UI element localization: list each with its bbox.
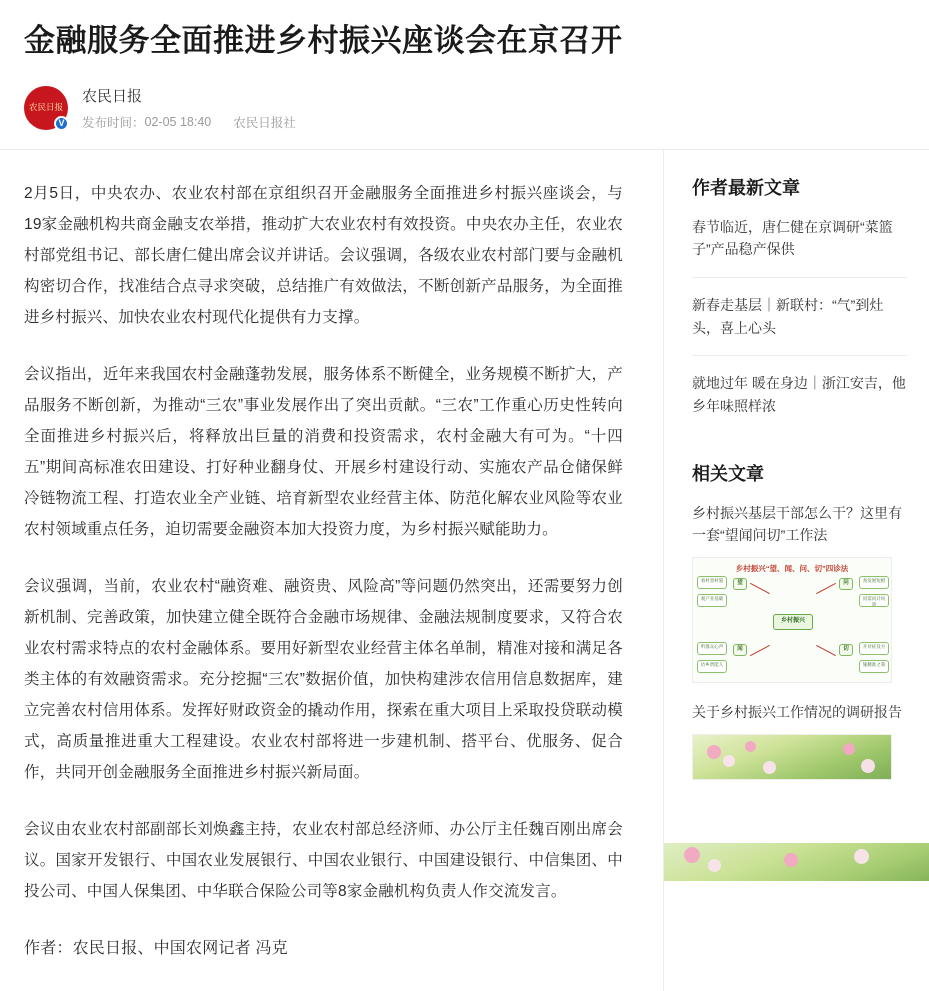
diagram-title: 乡村振兴“望、闻、问、切”四诊法 <box>735 564 849 574</box>
article-header <box>0 0 929 150</box>
related-thumbnail-photo-overflow[interactable] <box>664 843 929 881</box>
verified-badge-icon: V <box>54 116 69 131</box>
diagram-leaf-node: 查发展短板 <box>859 576 889 589</box>
page-title: 金融服务全面推进乡村振兴座谈会在京召开 <box>24 23 623 58</box>
diagram-connector <box>816 645 836 656</box>
article-main-column <box>0 150 664 991</box>
diagram-leaf-node: 观产业基础 <box>697 594 727 607</box>
article-paragraph: 会议强调，当前，农业农村“融资难、融资贵、风险高”等问题仍然突出，还需要努力创新机制、完善政策，加快建立健全既符合金融市场规律、金融法规制度要求，又符合农业农村需求特点的农村金融体系。要用好新型农业经营主体名单制，精准对接和满足各类主体的有效融资需求。充分挖掘“三农”数据价值，加快构建涉农信用信息数据库，建立完善农村信用体系。发挥好财政资金的撬动作用，探索在重大项目上采取投贷联动模式，高质量推进重大工程建设。农业农村部将进一步建机制、搭平台、优服务、促合作，共同开创金融服务全面推进乡村振兴新局面。 <box>24 577 623 781</box>
diagram-connector <box>750 645 770 656</box>
diagram-head-node: 望 <box>733 578 747 590</box>
article-paragraph: 会议指出，近年来我国农村金融蓬勃发展，服务体系不断健全，业务规模不断扩大，产品服务不断创新，为推动“三农”事业发展作出了突出贡献。“三农”工作重心历史性转向全面推进乡村振兴后，将释放出巨量的消费和投资需求，农村金融大有可为。“十四五”期间高标准农田建设、打好种业翻身仗、开展乡村建设行动、实施农产品仓储保鲜冷链物流工程、打造农业全产业链、培育新型农业经营主体、防范化解农业风险等农业农村领域重点任务，迫切需要金融资本加大投资力度，为乡村振兴赋能助力。 <box>24 365 623 538</box>
diagram-leaf-node: 看村容村貌 <box>697 576 727 589</box>
list-item[interactable]: 乡村振兴基层干部怎么干？这里有一套“望闻问切”工作法 <box>692 504 902 544</box>
diagram-leaf-node: 问需问计问效 <box>859 594 889 607</box>
byline-text <box>82 85 296 131</box>
list-item[interactable]: 关于乡村振兴工作情况的调研报告 <box>692 704 902 721</box>
diagram-connector <box>750 583 770 594</box>
blossom-icon <box>854 849 869 864</box>
diagram-leaf-node: 听群众心声 <box>697 642 727 655</box>
article-author-line: 作者：农民日报、中国农网记者 冯克 <box>24 939 288 957</box>
blossom-icon <box>861 759 875 773</box>
blossom-icon <box>745 741 756 752</box>
blossom-icon <box>684 847 700 863</box>
list-item[interactable]: 就地过年 暖在身边｜浙江安吉，他乡年味照样浓 <box>692 375 906 415</box>
diagram-leaf-node: 施精准之策 <box>859 660 889 673</box>
blossom-icon <box>763 761 776 774</box>
diagram-head-node: 问 <box>839 578 853 590</box>
sidebar-section-related <box>692 460 907 780</box>
blossom-icon <box>784 853 798 867</box>
author-name[interactable]: 农民日报 <box>82 87 143 105</box>
list-item[interactable]: 新春走基层｜新联村：“气”到灶头，喜上心头 <box>692 294 907 356</box>
avatar-label: 农民日报 <box>28 102 64 112</box>
byline <box>24 85 905 149</box>
diagram-head-node: 切 <box>839 644 853 656</box>
publish-time: 02-05 18:40 <box>144 114 212 129</box>
related-thumbnail-diagram[interactable] <box>692 557 892 683</box>
blossom-icon <box>707 745 721 759</box>
blossom-icon <box>708 859 721 872</box>
diagram-leaf-node: 开对症良方 <box>859 642 889 655</box>
article-paragraph: 会议由农业农村部副部长刘焕鑫主持，农业农村部总经济师、办公厅主任魏百刚出席会议。国家开发银行、中国农业发展银行、中国农业银行、中国建设银行、中信集团、中投公司、中国人保集团、中华联合保险公司等8家金融机构负责人作交流发言。 <box>24 820 623 900</box>
sidebar-section-latest <box>692 174 907 434</box>
diagram-center-node: 乡村振兴 <box>773 614 813 630</box>
list-item[interactable]: 春节临近，唐仁健在京调研“菜篮子”产品稳产保供 <box>692 216 907 278</box>
diagram-connector <box>816 583 836 594</box>
article-source: 农民日报社 <box>233 115 296 130</box>
publish-label: 发布时间： <box>82 115 145 130</box>
sidebar-section-title: 作者最新文章 <box>692 177 800 198</box>
article-paragraph: 2月5日，中央农办、农业农村部在京组织召开金融服务全面推进乡村振兴座谈会，与19家金融机构共商金融支农举措，推动扩大农业农村有效投资。中央农办主任，农业农村部党组书记、部长唐仁健出席会议并讲话。会议强调，各级农业农村部门要与金融机构密切合作，找准结合点寻求突破，总结推广有效做法，不断创新产品服务，为全面推进乡村振兴、加快农业农村现代化提供有力支撑。 <box>24 184 623 326</box>
related-thumbnail-photo[interactable] <box>692 734 892 780</box>
article-meta <box>82 113 296 131</box>
blossom-icon <box>843 743 855 755</box>
avatar[interactable] <box>24 86 68 130</box>
sidebar-section-title: 相关文章 <box>692 463 764 484</box>
diagram-leaf-node: 访乡贤能人 <box>697 660 727 673</box>
diagram-head-node: 闻 <box>733 644 747 656</box>
blossom-icon <box>723 755 735 767</box>
